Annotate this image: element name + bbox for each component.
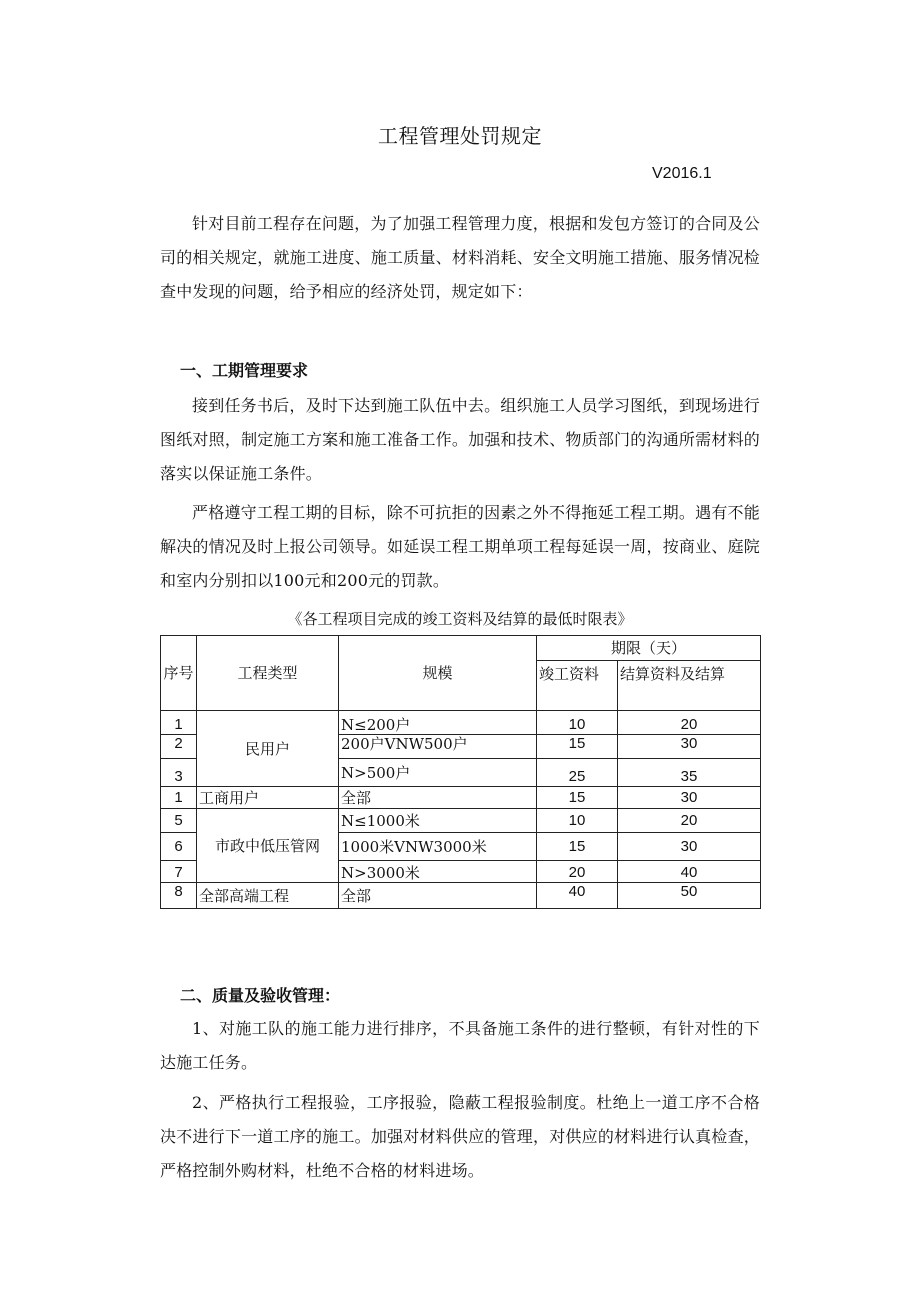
row-settlement: 40 (618, 861, 761, 883)
row-settlement: 20 (618, 711, 761, 735)
table-row (161, 883, 761, 909)
row-completion: 40 (537, 883, 618, 909)
row-completion: 25 (537, 759, 618, 787)
row-scale: 全部 (339, 787, 537, 809)
header-settlement: 结算资料及结算 (618, 661, 761, 711)
header-period: 期限（天） (537, 636, 761, 661)
table-row (161, 809, 761, 833)
row-seq: 1 (161, 711, 197, 735)
row-seq: 8 (161, 883, 197, 909)
row-completion: 15 (537, 787, 618, 809)
row-completion: 10 (537, 711, 618, 735)
header-completion: 竣工资料 (537, 661, 618, 711)
header-seq: 序号 (161, 636, 197, 711)
intro-paragraph: 针对目前工程存在问题，为了加强工程管理力度，根据和发包方签订的合同及公司的相关规定，就施工进度、施工质量、材料消耗、安全文明施工措施、服务情况检查中发现的问题，给予相应的经济处罚，规定如下： (160, 214, 760, 301)
table-header-row (161, 636, 761, 661)
table-row (161, 787, 761, 809)
row-completion: 15 (537, 833, 618, 861)
row-seq: 7 (161, 861, 197, 883)
header-scale: 规模 (339, 636, 537, 711)
table-caption: 《各工程项目完成的竣工资料及结算的最低时限表》 (287, 610, 633, 628)
version-label: V2016.1 (652, 165, 712, 182)
row-seq: 1 (161, 787, 197, 809)
row-seq: 2 (161, 735, 197, 759)
row-settlement: 20 (618, 809, 761, 833)
row-scale: 200户VNW500户 (339, 735, 537, 759)
row-scale: 1000米VNW3000米 (339, 833, 537, 861)
row-settlement: 50 (618, 883, 761, 909)
table-row (161, 711, 761, 735)
row-seq: 5 (161, 809, 197, 833)
row-scale: 全部 (339, 883, 537, 909)
section2-paragraph-2: 2、严格执行工程报验，工序报验，隐蔽工程报验制度。杜绝上一道工序不合格决不进行下一道工序的施工。加强对材料供应的管理，对供应的材料进行认真检查，严格控制外购材料，杜绝不合格的材料进场。 (160, 1093, 760, 1180)
section1-heading: 一、工期管理要求 (180, 361, 309, 380)
row-scale: N≤200户 (339, 711, 537, 735)
section2-heading: 二、质量及验收管理： (180, 986, 341, 1005)
row-settlement: 30 (618, 833, 761, 861)
header-type: 工程类型 (197, 636, 339, 711)
section1-paragraph-1: 接到任务书后，及时下达到施工队伍中去。组织施工人员学习图纸，到现场进行图纸对照，制定施工方案和施工准备工作。加强和技术、物质部门的沟通所需材料的落实以保证施工条件。 (160, 396, 760, 483)
row-seq: 3 (161, 759, 197, 787)
row-seq: 6 (161, 833, 197, 861)
row-settlement: 35 (618, 759, 761, 787)
group-highend: 全部高端工程 (197, 883, 339, 909)
group-commercial: 工商用户 (197, 787, 339, 809)
row-scale: N≤1000米 (339, 809, 537, 833)
row-completion: 20 (537, 861, 618, 883)
document-title: 工程管理处罚规定 (378, 124, 542, 148)
section1-paragraph-2: 严格遵守工程工期的目标，除不可抗拒的因素之外不得拖延工程工期。遇有不能解决的情况及时上报公司领导。如延误工程工期单项工程每延误一周，按商业、庭院和室内分别扣以100元和200元的罚款。 (160, 503, 760, 590)
group-municipal: 市政中低压管网 (197, 809, 339, 883)
row-scale: N>3000米 (339, 861, 537, 883)
group-residential: 民用户 (197, 711, 339, 787)
row-settlement: 30 (618, 787, 761, 809)
deadline-table (160, 635, 761, 909)
row-scale: N>500户 (339, 759, 537, 787)
row-completion: 10 (537, 809, 618, 833)
row-completion: 15 (537, 735, 618, 759)
row-settlement: 30 (618, 735, 761, 759)
section2-paragraph-1: 1、对施工队的施工能力进行排序，不具备施工条件的进行整顿，有针对性的下达施工任务。 (160, 1019, 760, 1072)
